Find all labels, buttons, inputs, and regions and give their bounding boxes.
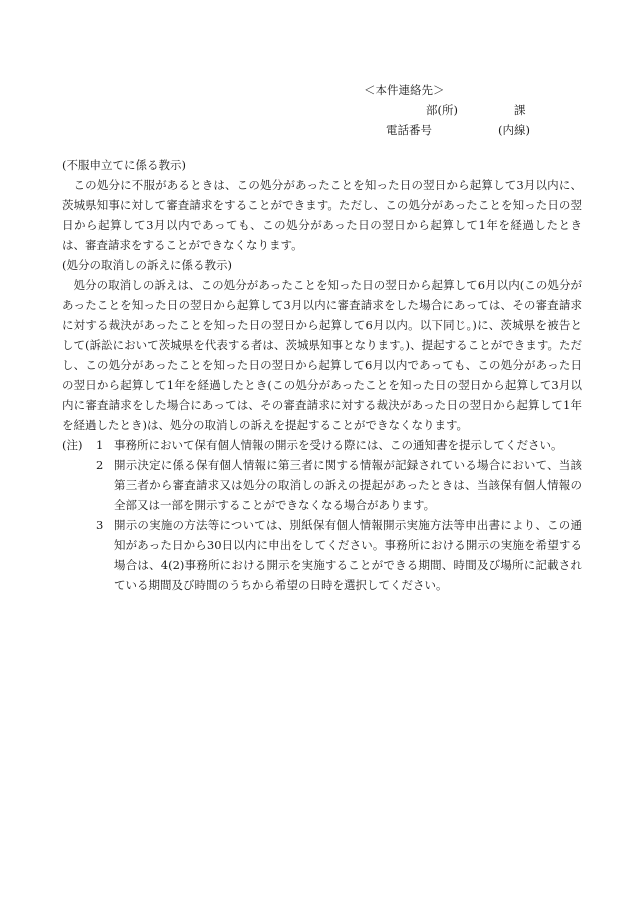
appeal-paragraph: この処分に不服があるときは、この処分があったことを知った日の翌日から起算して3月以内に、茨城県知事に対して審査請求をすることができます。ただし、この処分があったことを知った日の翌日から起算して3月以内であっても、この処分があった日の翌日から起算して1年を経過したときは、審査請求をすることができなくなります。 xyxy=(62,178,582,252)
contact-title: ＜本件連絡先＞ xyxy=(364,83,445,97)
note-text: 事務所において保有個人情報の開示を受ける際には、この通知書を提示してください。 xyxy=(114,438,563,452)
note-item xyxy=(62,515,582,595)
note-text: 開示決定に係る保有個人情報に第三者に関する情報が記録されている場合において、当該第三者から審査請求又は処分の取消しの訴えの提起があったときは、当該保有個人情報の全部又は一部を開示することができなくなる場合があります。 xyxy=(114,458,582,512)
contact-block xyxy=(360,80,560,140)
note-number: 2 xyxy=(96,458,104,472)
lawsuit-paragraph: 処分の取消しの訴えは、この処分があったことを知った日の翌日から起算して6月以内(この処分があったことを知った日の翌日から起算して3月以内に審査請求をした場合にあっては、その審査請求に対する裁決があったことを知った日の翌日から起算して6月以内。以下同じ。)に、茨城県を被告として(訴訟において茨城県を代表する者は、茨城県知事となります。)、提起することができます。ただし、この処分があったことを知った日の翌日から起算して6月以内であっても、この処分があった日の翌日から起算して1年を経過したとき(この処分があったことを知った日の翌日から起算して3月以内に審査請求をした場合にあっては、その審査請求に対する裁決があった日の翌日から起算して1年を経過したとき)は、処分の取消しの訴えを提起することができなくなります。 xyxy=(62,278,582,432)
contact-phone-line xyxy=(360,120,560,140)
phone-label: 電話番号 xyxy=(386,123,432,137)
note-text: 開示の実施の方法等については、別紙保有個人情報開示実施方法等申出書により、この通知があった日から30日以内に申出をしてください。事務所における開示の実施を希望する場合は、4(2)事務所における開示を実施することができる期間、時間及び場所に記載されている期間及び時間のうちから希望の日時を選択してください。 xyxy=(114,518,582,592)
note-number: 1 xyxy=(96,438,104,452)
dept-label: 部(所) xyxy=(426,103,458,117)
notes-label: (注) xyxy=(62,438,83,452)
appeal-heading: (不服申立てに係る教示) xyxy=(62,158,186,172)
note-number: 3 xyxy=(96,518,104,532)
document-body xyxy=(62,155,582,595)
note-item xyxy=(62,455,582,515)
section-label: 課 xyxy=(513,103,526,117)
contact-dept-line xyxy=(360,100,560,120)
notes-section xyxy=(62,435,582,595)
extension-label: (内線) xyxy=(498,123,530,137)
note-item xyxy=(62,435,582,455)
lawsuit-heading: (処分の取消しの訴えに係る教示) xyxy=(62,258,232,272)
